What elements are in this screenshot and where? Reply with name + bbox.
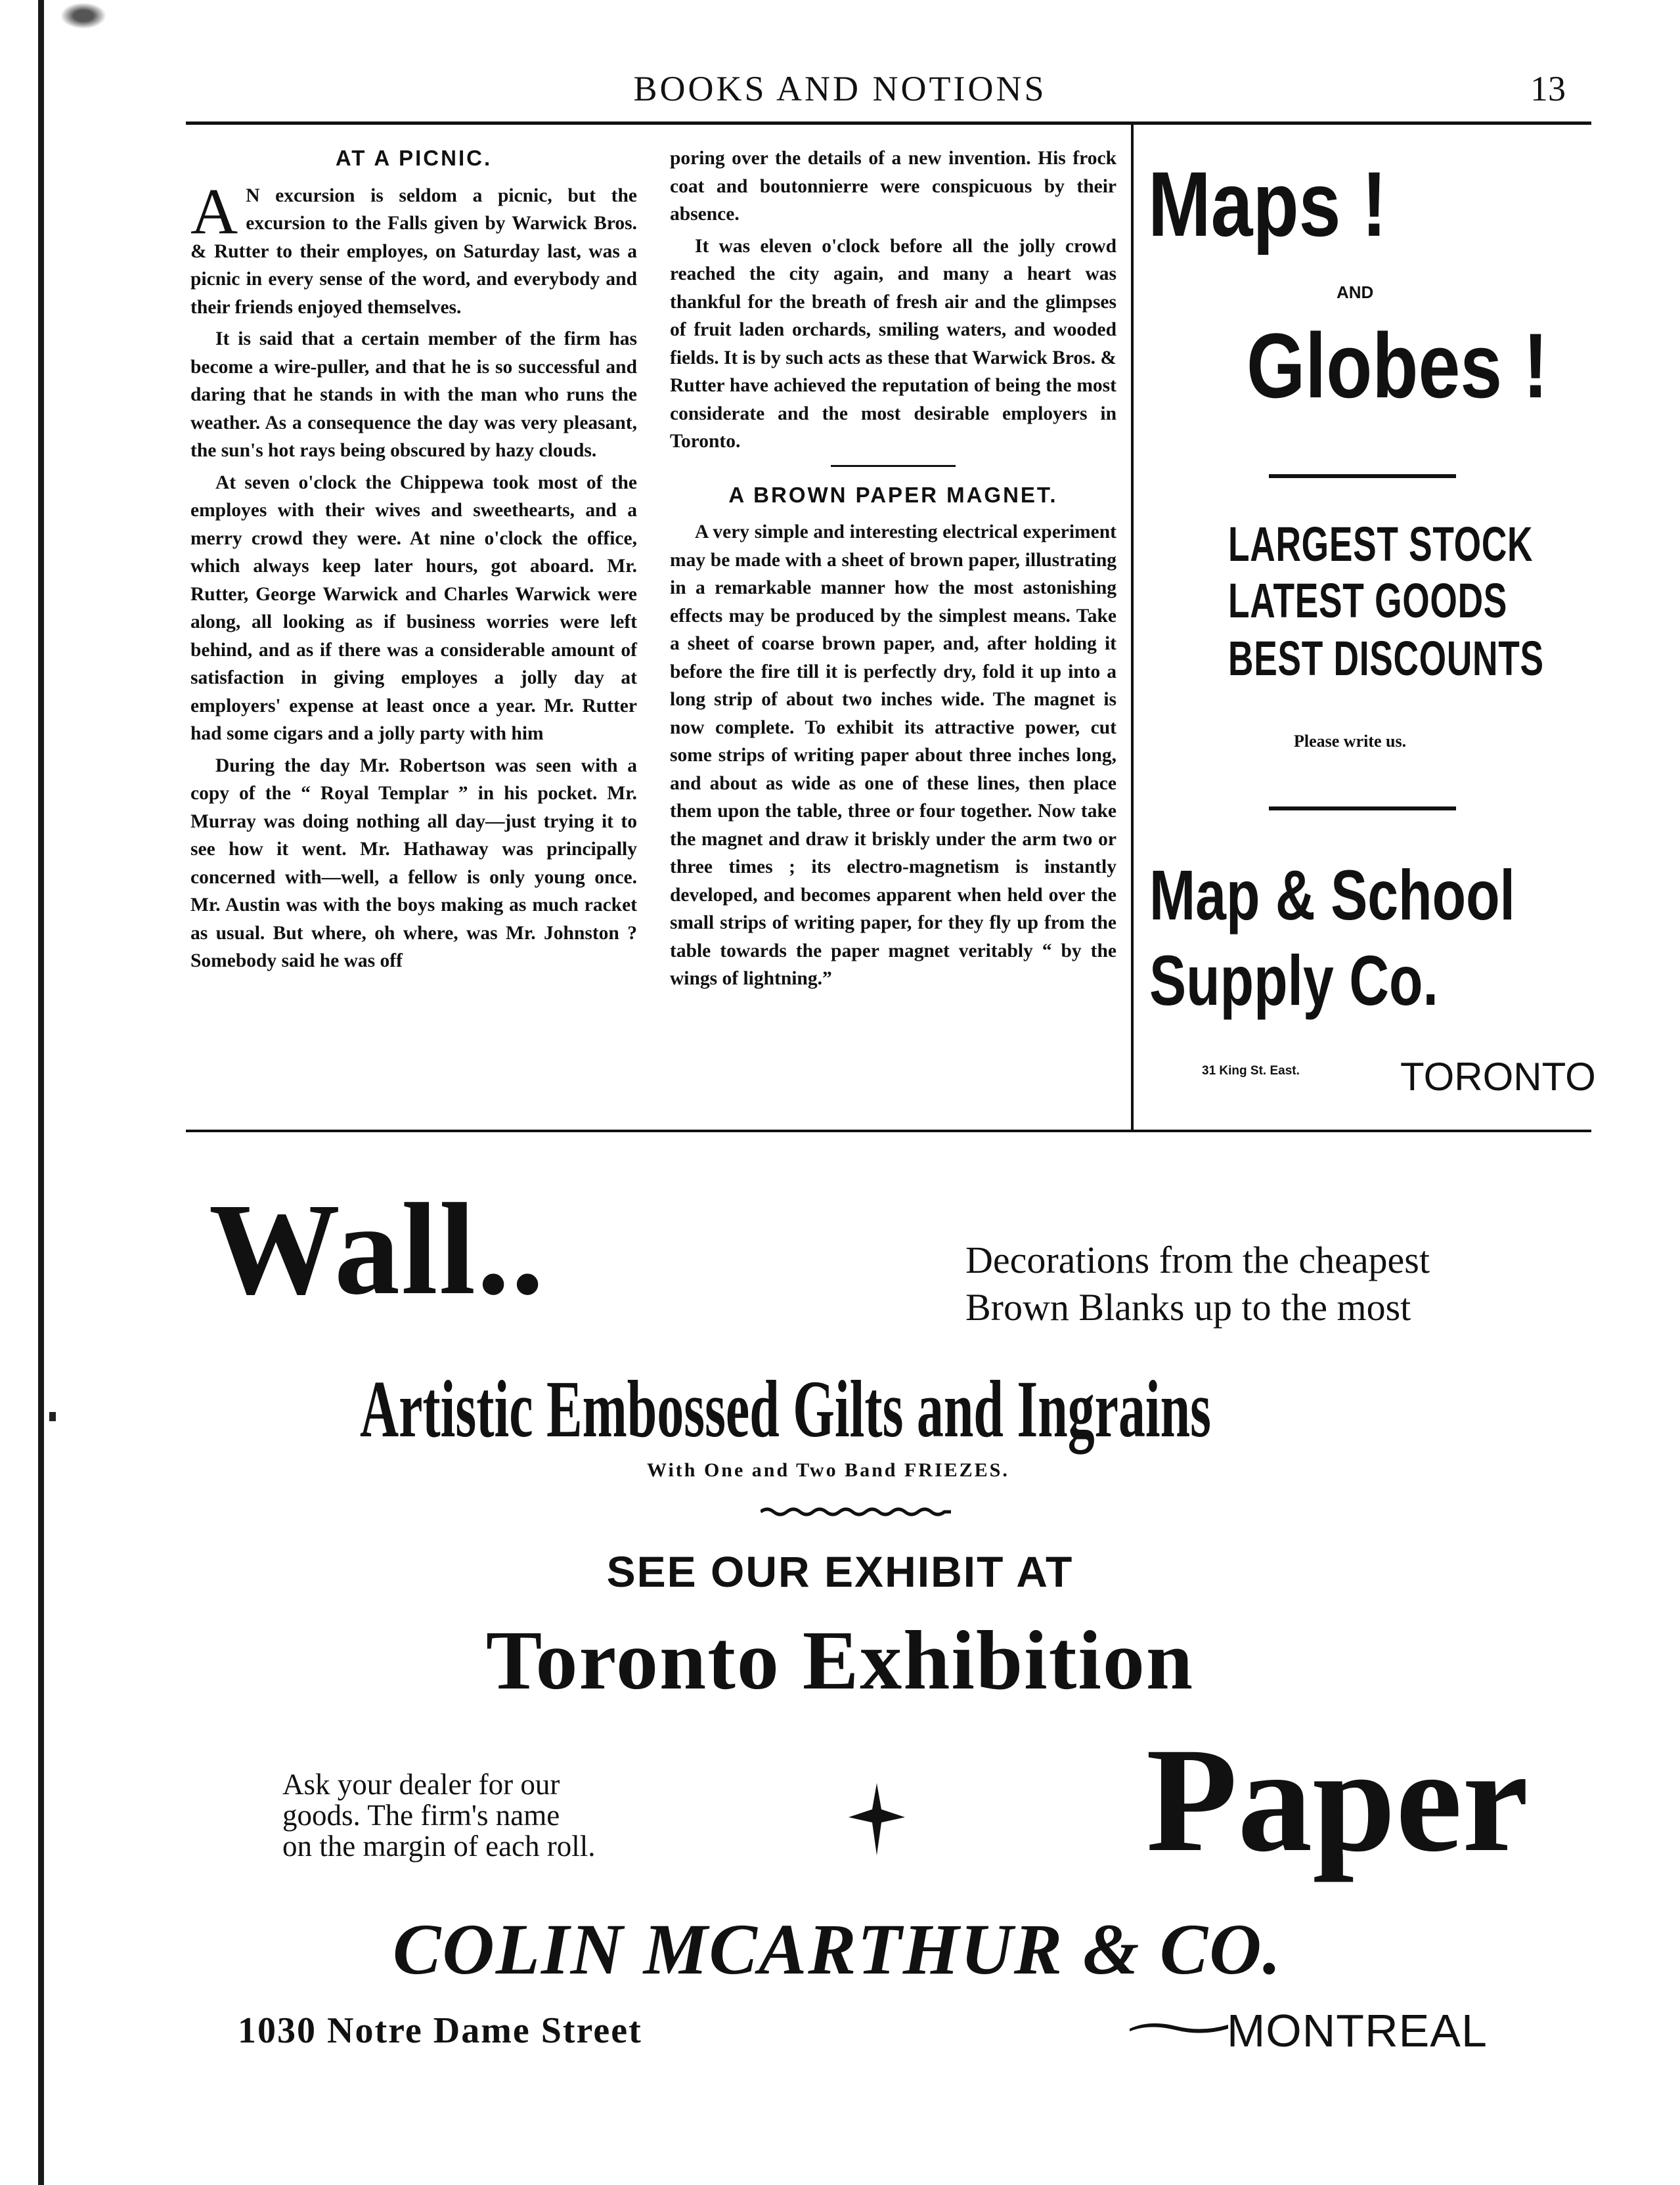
scan-speck <box>49 1412 56 1421</box>
ad-company-name: COLIN MCARTHUR & CO. <box>393 1909 1283 1989</box>
ad-and-label: AND <box>1337 282 1374 302</box>
ad-street-address: 1030 Notre Dame Street <box>238 2010 642 2051</box>
article-column-1 <box>190 144 637 979</box>
article-heading-picnic: AT A PICNIC. <box>335 146 493 170</box>
ad-embossed-title: Artistic Embossed Gilts and Ingrains <box>360 1364 1211 1454</box>
page-edge-shadow <box>38 0 44 2185</box>
ad-decorations-line: Brown Blanks up to the most <box>965 1286 1411 1329</box>
ad-dealer-line: goods. The firm's name <box>282 1799 560 1832</box>
scan-speck <box>60 3 106 29</box>
article-paragraph: A N excursion is seldom a picnic, but the excursion to the Falls given by Warwick Bros. & Rutter to their employes, on Saturday last, was a picnic in every sense of the word, and everybody and their friends enjoyed themselves. <box>190 174 637 318</box>
drop-cap: A <box>190 174 238 248</box>
page-number: 13 <box>1530 69 1566 108</box>
column-divider <box>1131 125 1134 1130</box>
article-paragraph: At seven o'clock the Chippewa took most of the employes with their wives and sweethearts, and a merry crowd they were. At nine o'clock the office, which always keep later hours, got aboard. Mr. Rutter, George Warwick and Charles Warwick were along, all looking as if business worries were left behind, and as if there was a considerable amount of satisfaction in giving employes a jolly day at employers' expense at least once a year. Mr. Rutter had some cigars and a jolly party with him <box>190 472 637 744</box>
ad-address: 31 King St. East. <box>1202 1064 1300 1078</box>
ad-globes-title: Globes ! <box>1247 314 1549 417</box>
ornament-divider <box>761 1507 951 1517</box>
article-paragraph: It was eleven o'clock before all the jolly crowd reached the city again, and many a heart was thankful for the breath of fresh air and the glimpses of fruit laden orchards, smiling waters, and wooded fields. It is by such acts as these that Warwick Bros. & Rutter have achieved the reputation of being the most considerate and the most desirable employers in Toronto. <box>670 235 1116 452</box>
ad-divider <box>1269 806 1456 810</box>
ad-decorations-line: Decorations from the cheapest <box>965 1239 1430 1281</box>
article-paragraph: poring over the details of a new invention. His frock coat and boutonnierre were conspicuous by their absence. <box>670 148 1116 225</box>
ad-city: TORONTO <box>1400 1055 1596 1099</box>
ad-toronto-exhibition: Toronto Exhibition <box>485 1614 1195 1707</box>
ad-city-montreal: MONTREAL <box>1227 2005 1488 2056</box>
article-heading-magnet: A BROWN PAPER MAGNET. <box>728 482 1058 507</box>
ad-dealer-line: Ask your dealer for our <box>282 1768 560 1801</box>
ad-paper-title: Paper <box>1146 1717 1529 1883</box>
ad-maps-title: Maps ! <box>1148 152 1387 255</box>
ad-stock-line: LATEST GOODS <box>1228 573 1508 628</box>
ad-company-line-2: Supply Co. <box>1149 940 1438 1020</box>
article-paragraph: During the day Mr. Robertson was seen with a copy of the “ Royal Templar ” in his pocket. Mr. Murray was doing nothing all day—just trying it to see how it went. Mr. Hathaway was principally concerned with—well, a fellow is only young once. Mr. Austin was with the boys making as much racket as usual. But where, oh where, was Mr. Johnston ? Somebody said he was off <box>190 755 637 971</box>
header-rule <box>186 121 1591 125</box>
ad-wall-title: Wall.. <box>209 1177 546 1322</box>
ad-see-exhibit: SEE OUR EXHIBIT AT <box>606 1547 1074 1596</box>
ad-dealer-line: on the margin of each roll. <box>282 1830 596 1863</box>
article-paragraph: A very simple and interesting electrical experiment may be made with a sheet of brown paper, illustrating in a remarkable manner how the most astonishing effects may be produced by the simplest means. Take a sheet of coarse brown paper, and, after holding it before the fire till it is perfectly dry, fold it up into a long strip of about two inches wide. The magnet is now complete. To exhibit its attractive power, cut some strips of writing paper about three inches long, and about as wide as one of these lines, then place them upon the table, three or four together. Now take the magnet and draw it briskly under the arm two or three times ; its electro-magnetism is instantly developed, and becomes apparent when held over the small strips of writing paper, for they fly up from the table towards the paper magnet veritably “ by the wings of lightning.” <box>670 521 1116 989</box>
running-header: BOOKS AND NOTIONS <box>633 69 1047 108</box>
swash-ornament-icon <box>1130 2019 1228 2035</box>
ad-divider <box>1269 474 1456 478</box>
fleuron-ornament-icon <box>849 1783 905 1855</box>
section-rule <box>186 1130 1591 1132</box>
ad-company-line-1: Map & School <box>1149 855 1515 935</box>
article-separator <box>831 465 956 467</box>
ad-stock-line: BEST DISCOUNTS <box>1228 631 1544 686</box>
article-paragraph: It is said that a certain member of the firm has become a wire-puller, and that he is so successful and daring that he stands in with the man who runs the weather. As a consequence the day was very pleasant, the sun's hot rays being obscured by hazy clouds. <box>190 328 637 461</box>
ad-please-write: Please write us. <box>1294 732 1407 751</box>
ad-friezes: With One and Two Band FRIEZES. <box>647 1459 1009 1481</box>
ad-stock-line: LARGEST STOCK <box>1228 517 1534 571</box>
article-column-2 <box>670 144 1116 997</box>
